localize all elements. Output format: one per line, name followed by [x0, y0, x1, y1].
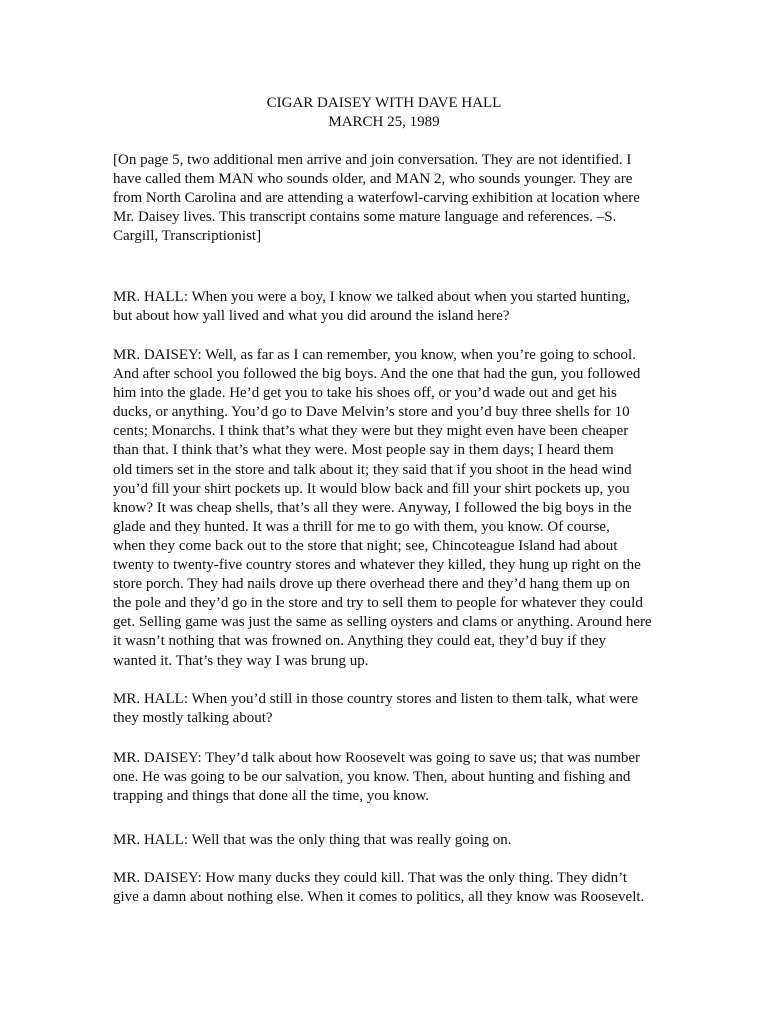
paragraph-line: when they come back out to the store that night; see, Chincoteague Island had about [113, 537, 618, 554]
paragraph-line: know? It was cheap shells, that’s all they were. Anyway, I followed the big boys in the [113, 499, 632, 516]
paragraph-line: it wasn’t nothing that was frowned on. Anything they could eat, they’d buy if they [113, 633, 606, 650]
paragraph-hall-3 [113, 831, 655, 850]
paragraph-line: wanted it. That’s they way I was brung up. [113, 652, 369, 669]
paragraph-daisey-3 [113, 869, 655, 907]
note-line: Mr. Daisey lives. This transcript contains some mature language and references. –S. [113, 209, 617, 226]
paragraph-line: MR. DAISEY: How many ducks they could kill. That was the only thing. They didn’t [113, 870, 627, 886]
paragraph-line: MR. HALL: When you’d still in those country stores and listen to them talk, what were [113, 691, 639, 707]
paragraph-line: him into the glade. He’d get you to take his shoes off, or you’d wade out and get his [113, 385, 617, 402]
transcriber-note [113, 151, 655, 246]
paragraph-line: old timers set in the store and talk about it; they said that if you shoot in the head wind [113, 461, 632, 478]
paragraph-line: trapping and things that done all the time, you know. [113, 788, 430, 805]
note-line: Cargill, Transcriptionist] [113, 228, 262, 245]
paragraph-line: but about how yall lived and what you did around the island here? [113, 308, 510, 325]
note-line: have called them MAN who sounds older, and MAN 2, who sounds younger. They are [113, 171, 633, 188]
document-date: MARCH 25, 1989 [328, 114, 440, 130]
note-line: from North Carolina and are attending a waterfowl-carving exhibition at location where [113, 190, 640, 207]
paragraph-line: twenty to twenty-five country stores and whatever they killed, they hung up right on the [113, 557, 641, 574]
paragraph-line: the pole and they’d go in the store and try to sell them to people for whatever they could [113, 595, 643, 612]
paragraph-daisey-1 [113, 346, 655, 671]
paragraph-line: get. Selling game was just the same as selling oysters and clams or anything. Around here [113, 614, 652, 631]
paragraph-line: MR. DAISEY: They’d talk about how Roosevelt was going to save us; that was number [113, 750, 641, 766]
note-line: [On page 5, two additional men arrive and join conversation. They are not identified. I [113, 152, 632, 168]
paragraph-line: MR. HALL: When you were a boy, I know we talked about when you started hunting, [113, 289, 630, 305]
paragraph-daisey-2 [113, 749, 655, 806]
paragraph-hall-1 [113, 288, 655, 326]
paragraph-line: And after school you followed the big boys. And the one that had the gun, you followed [113, 366, 641, 383]
paragraph-hall-2 [113, 690, 655, 728]
paragraph-line: MR. HALL: Well that was the only thing that was really going on. [113, 832, 512, 848]
paragraph-line: give a damn about nothing else. When it comes to politics, all they know was Roosevelt. [113, 889, 645, 906]
paragraph-line: ducks, or anything. You’d go to Dave Melvin’s store and you’d buy three shells for 10 [113, 404, 630, 421]
paragraph-line: one. He was going to be our salvation, you know. Then, about hunting and fishing and [113, 769, 631, 786]
document-header [0, 94, 768, 132]
paragraph-line: store porch. They had nails drove up there overhead there and they’d hang them up on [113, 576, 631, 593]
paragraph-line: you’d fill your shirt pockets up. It would blow back and fill your shirt pockets up, you [113, 480, 630, 497]
paragraph-line: MR. DAISEY: Well, as far as I can remember, you know, when you’re going to school. [113, 347, 636, 363]
paragraph-line: cents; Monarchs. I think that’s what they were but they might even have been cheaper [113, 423, 629, 440]
paragraph-line: glade and they hunted. It was a thrill for me to go with them, you know. Of course, [113, 518, 610, 535]
document-title: CIGAR DAISEY WITH DAVE HALL [266, 95, 502, 111]
paragraph-line: they mostly talking about? [113, 710, 273, 727]
paragraph-line: than that. I think that’s what they were. Most people say in them days; I heard them [113, 442, 614, 459]
